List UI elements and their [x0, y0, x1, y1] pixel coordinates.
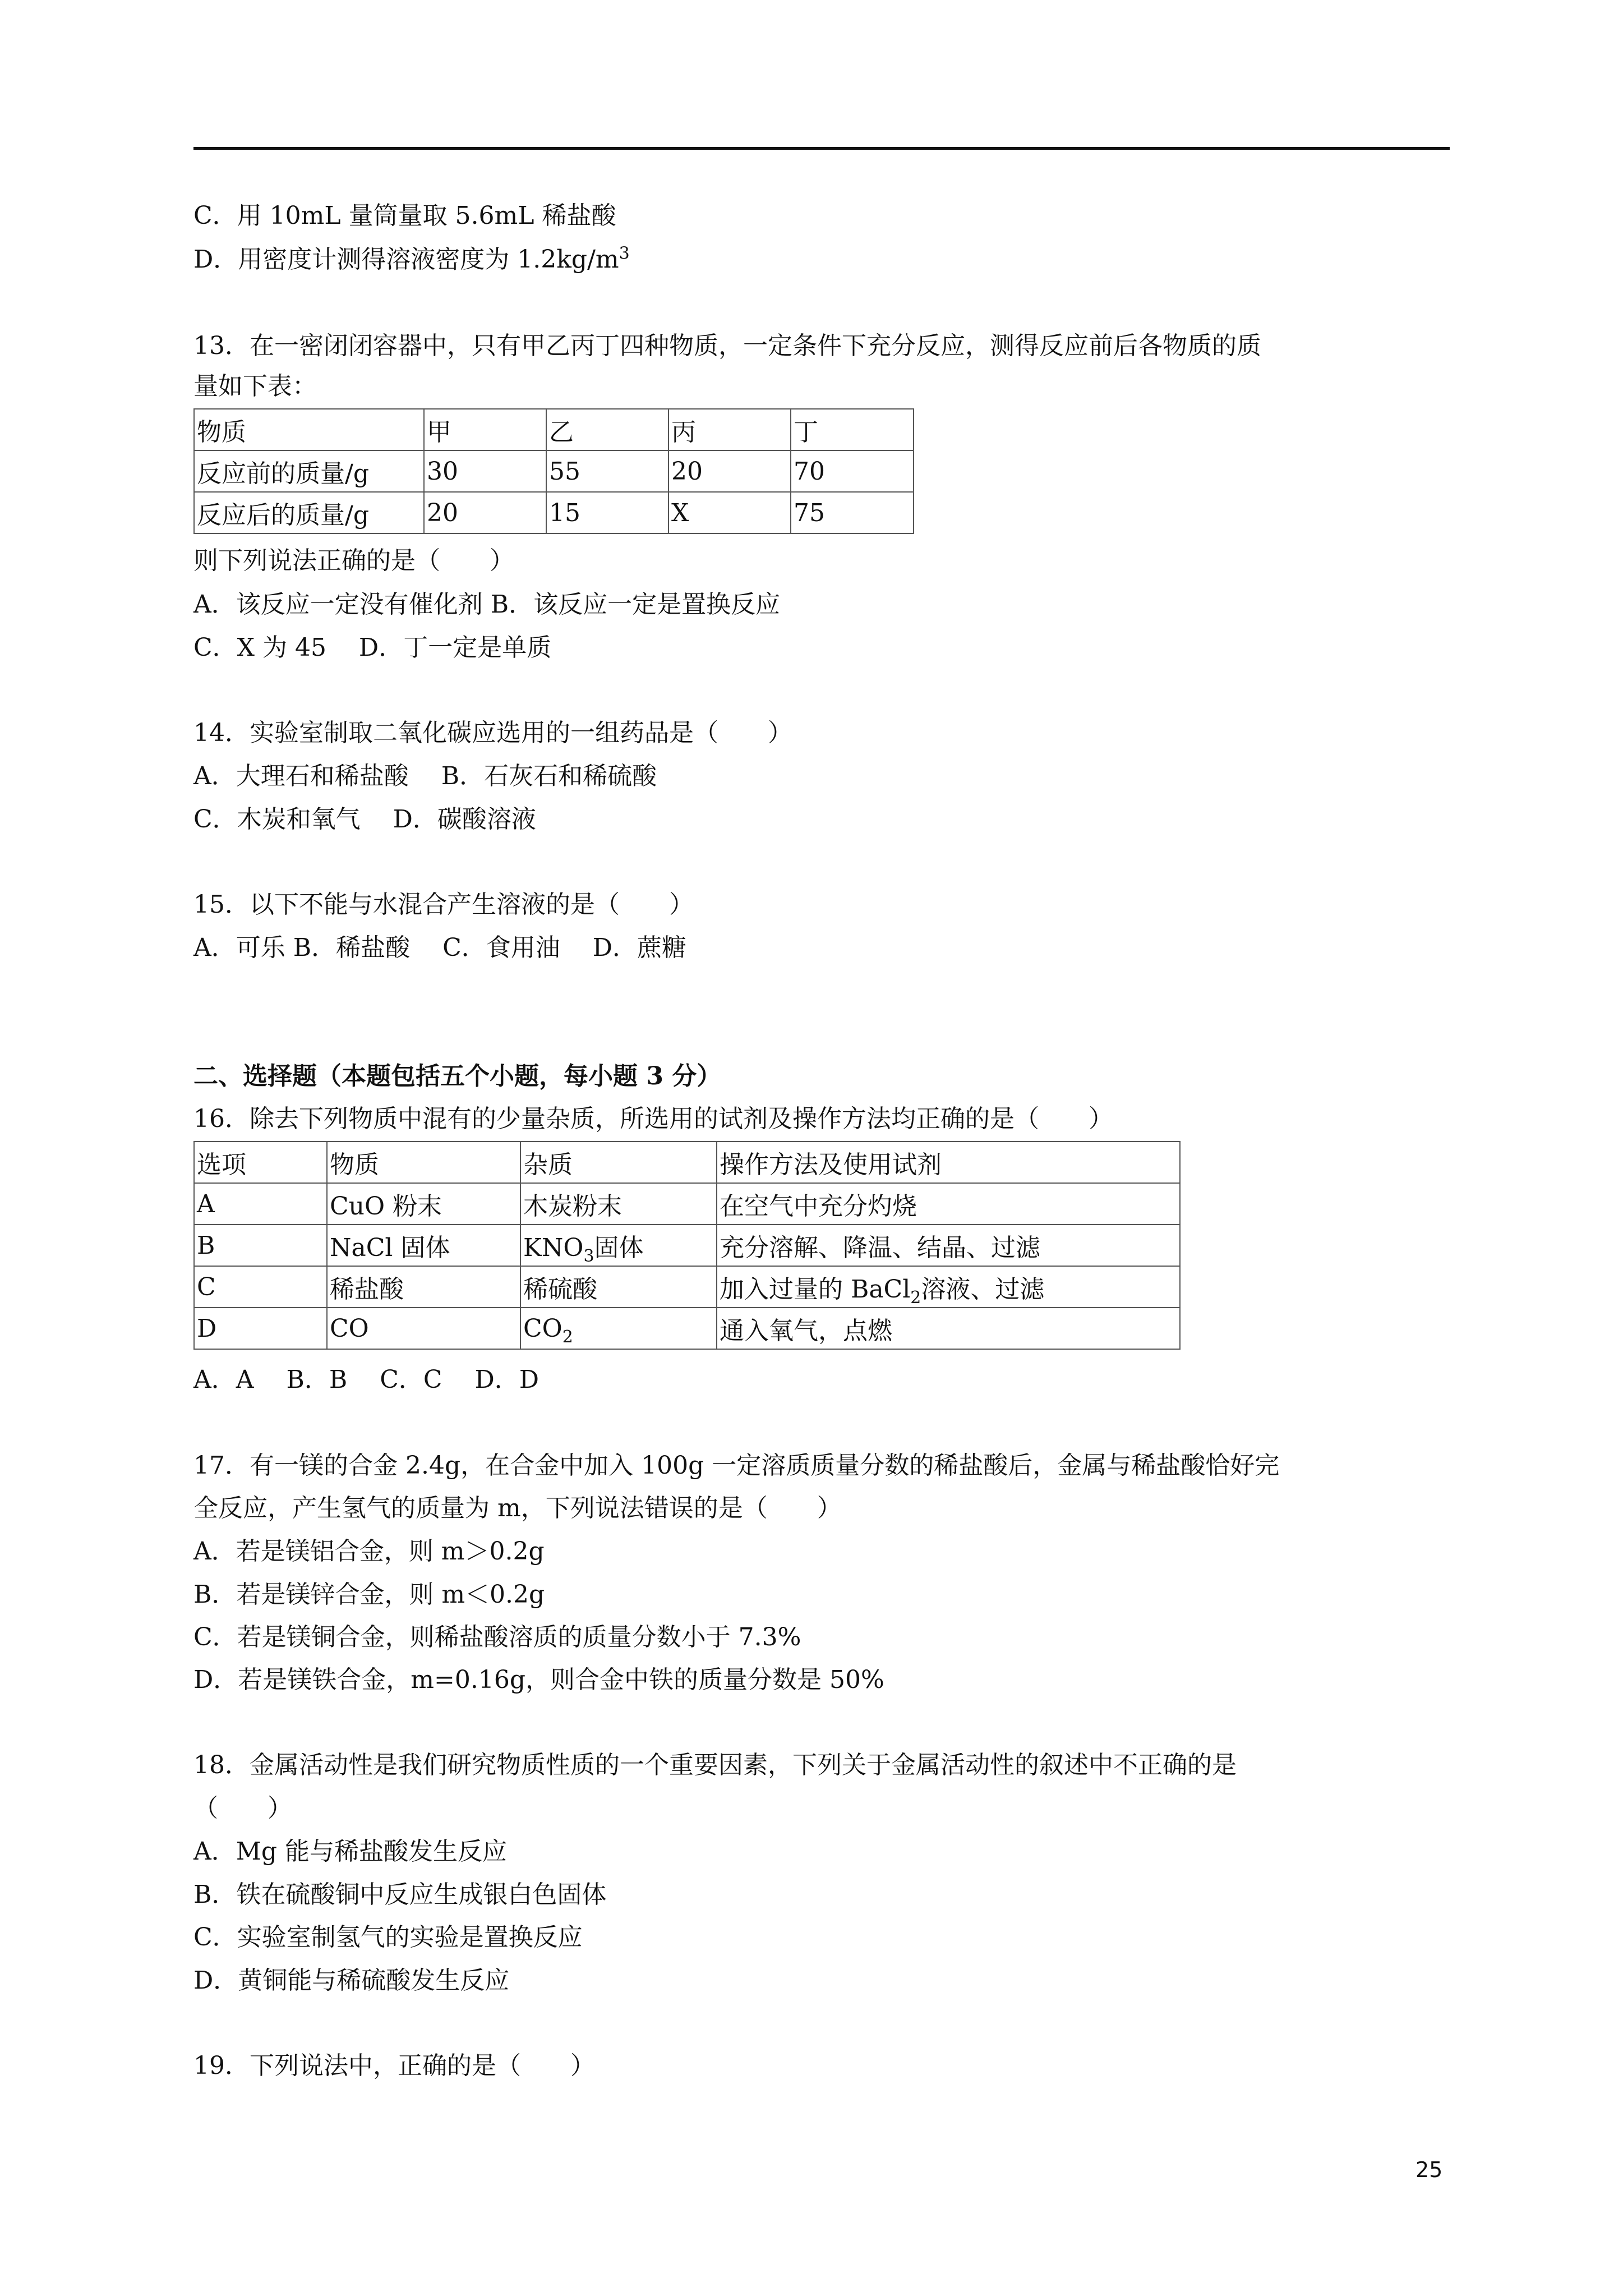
q13-stem-line1: 13．在一密闭闭容器中，只有甲乙丙丁四种物质，一定条件下充分反应，测得反应前后各物质的质 [193, 332, 1261, 360]
q14-options-ab: A．大理石和稀盐酸 B．石灰石和稀硫酸 [193, 762, 657, 790]
table-header-cell: 丙 [668, 409, 791, 450]
table-cell: 木炭粉末 [520, 1183, 717, 1225]
table-row [194, 1308, 1180, 1349]
q17-option-d: D．若是镁铁合金，m=0.16g，则合金中铁的质量分数是 50% [193, 1665, 884, 1694]
table-row [194, 450, 914, 492]
q18-option-b: B．铁在硫酸铜中反应生成银白色固体 [193, 1880, 607, 1909]
table-cell: 反应前的质量/g [194, 450, 424, 492]
table-cell: 75 [791, 492, 914, 533]
section-heading: 二、选择题（本题包括五个小题，每小题 3 分） [193, 1062, 722, 1091]
page-number: 25 [1415, 2157, 1443, 2182]
table-cell: 通入氧气，点燃 [717, 1308, 1180, 1349]
table-cell: 20 [424, 492, 546, 533]
table-cell: C [194, 1266, 327, 1308]
q18-option-d: D．黄铜能与稀硫酸发生反应 [193, 1966, 510, 1995]
q14-options-cd: C．木炭和氧气 D．碳酸溶液 [193, 805, 536, 834]
table-cell: $KNO_3$固体 [520, 1225, 717, 1266]
q15-options: A．可乐 B．稀盐酸 C．食用油 D．蔗糖 [193, 933, 687, 962]
q13-options-cd: C．X 为 45 D．丁一定是单质 [193, 633, 552, 662]
table-cell: 稀盐酸 [327, 1266, 520, 1308]
q16-purification-table [193, 1141, 1181, 1350]
table-cell: 20 [668, 450, 791, 492]
table-cell: 加入过量的 BaCl$_2$溶液、过滤 [717, 1266, 1180, 1308]
q15-stem: 15．以下不能与水混合产生溶液的是（ ） [193, 890, 694, 919]
q19-stem: 19．下列说法中，正确的是（ ） [193, 2051, 595, 2080]
table-row [194, 1142, 1180, 1183]
table-header-cell: 物质 [327, 1142, 520, 1183]
table-row [194, 1225, 1180, 1266]
table-cell: D [194, 1308, 327, 1349]
table-cell: B [194, 1225, 327, 1266]
table-row [194, 492, 914, 533]
table-header-cell: 甲 [424, 409, 546, 450]
table-cell: X [668, 492, 791, 533]
table-cell: 稀硫酸 [520, 1266, 717, 1308]
table-cell: A [194, 1183, 327, 1225]
table-cell: 30 [424, 450, 546, 492]
table-row [194, 1183, 1180, 1225]
q14-stem: 14．实验室制取二氧化碳应选用的一组药品是（ ） [193, 719, 792, 747]
table-cell: CuO 粉末 [327, 1183, 520, 1225]
table-header-cell: 操作方法及使用试剂 [717, 1142, 1180, 1183]
table-row [194, 1266, 1180, 1308]
table-cell: CO [327, 1308, 520, 1349]
table-cell: 55 [546, 450, 668, 492]
q13-stem-line2: 量如下表： [193, 372, 317, 401]
table-header-cell: 乙 [546, 409, 668, 450]
q18-option-c: C．实验室制氢气的实验是置换反应 [193, 1923, 583, 1952]
table-cell: 充分溶解、降温、结晶、过滤 [717, 1225, 1180, 1266]
q13-mass-table [193, 408, 914, 534]
q17-option-a: A．若是镁铝合金，则 m＞0.2g [193, 1537, 545, 1566]
table-cell: NaCl 固体 [327, 1225, 520, 1266]
table-cell: 70 [791, 450, 914, 492]
q17-stem-line2: 全反应，产生氢气的质量为 m，下列说法错误的是（ ） [193, 1494, 842, 1522]
header-rule [193, 147, 1450, 150]
table-cell: 在空气中充分灼烧 [717, 1183, 1180, 1225]
q12-option-c: C．用 10mL 量筒量取 5.6mL 稀盐酸 [193, 201, 616, 230]
q17-option-b: B．若是镁锌合金，则 m＜0.2g [193, 1580, 545, 1609]
q17-option-c: C．若是镁铜合金，则稀盐酸溶质的质量分数小于 7.3% [193, 1623, 801, 1651]
q18-option-a: A．Mg 能与稀盐酸发生反应 [193, 1837, 507, 1866]
q12-option-d: D．用密度计测得溶液密度为 $1.2kg/m^3$ [193, 243, 630, 274]
q18-stem-line2: （ ） [193, 1794, 292, 1823]
table-cell: 反应后的质量/g [194, 492, 424, 533]
table-header-cell: 选项 [194, 1142, 327, 1183]
table-row [194, 409, 914, 450]
table-header-cell: 物质 [194, 409, 424, 450]
q16-answer-options: A．A B．B C．C D．D [193, 1365, 540, 1394]
table-header-cell: 丁 [791, 409, 914, 450]
q13-options-ab: A．该反应一定没有催化剂 B．该反应一定是置换反应 [193, 590, 781, 619]
table-cell: $CO_2$ [520, 1308, 717, 1349]
table-cell: 15 [546, 492, 668, 533]
q18-stem-line1: 18．金属活动性是我们研究物质性质的一个重要因素，下列关于金属活动性的叙述中不正确的是 [193, 1751, 1237, 1779]
q16-stem: 16．除去下列物质中混有的少量杂质，所选用的试剂及操作方法均正确的是（ ） [193, 1105, 1113, 1133]
table-header-cell: 杂质 [520, 1142, 717, 1183]
q13-ask: 则下列说法正确的是（ ） [193, 546, 514, 575]
q17-stem-line1: 17．有一镁的合金 2.4g，在合金中加入 100g 一定溶质质量分数的稀盐酸后，金属与稀盐酸恰好完 [193, 1451, 1280, 1480]
